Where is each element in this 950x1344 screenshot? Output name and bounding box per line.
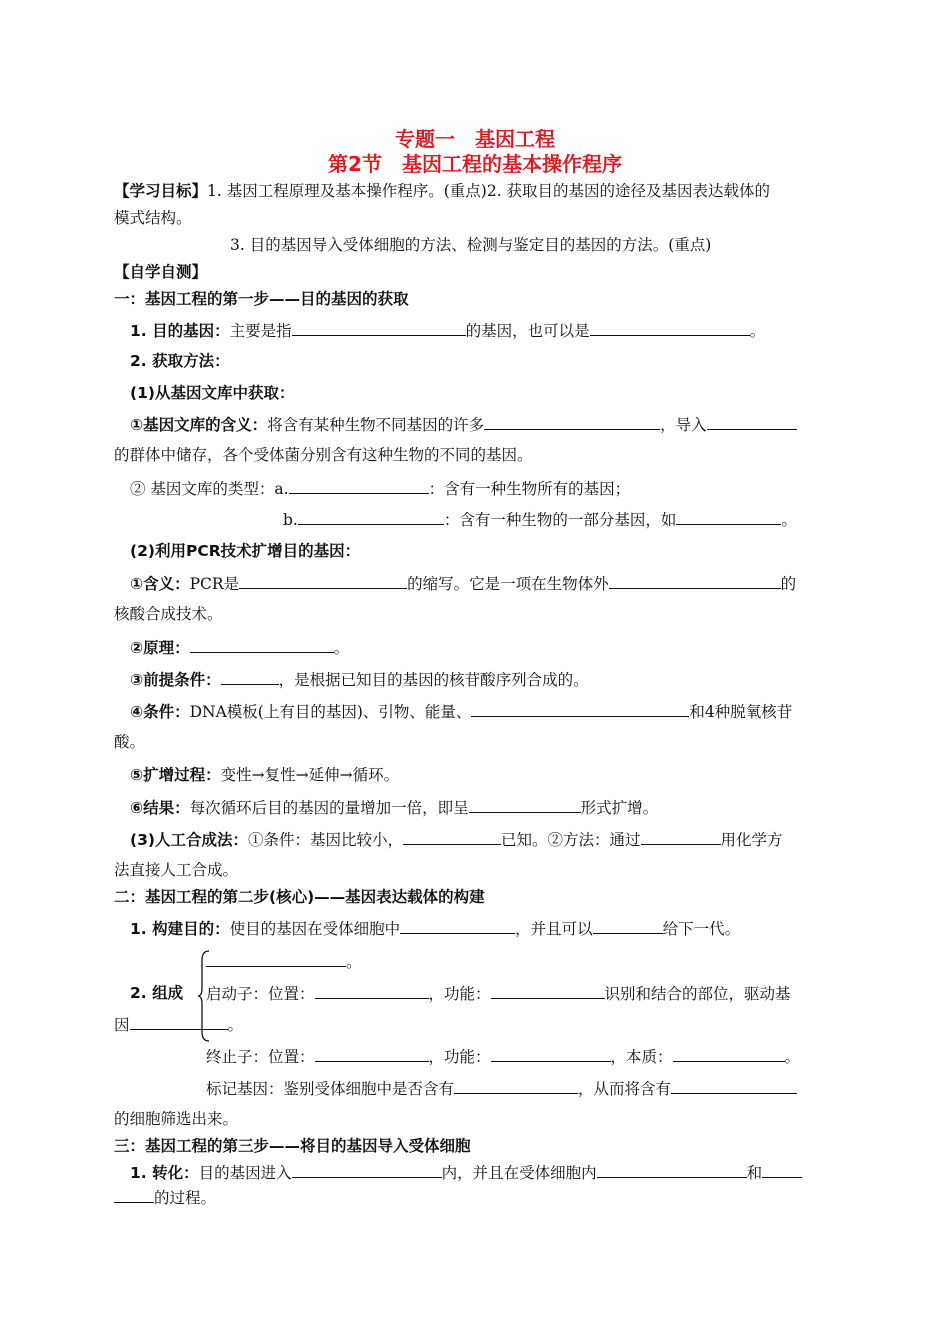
blank-field[interactable]	[707, 413, 797, 430]
s1-pcr-def-cont: 核酸合成技术。	[114, 605, 223, 623]
s1-pcr-principle-line	[130, 636, 349, 659]
objectives-text-1: 1. 基因工程原理及基本操作程序。(重点)2. 获取目的基因的途径及基因表达载体的	[207, 182, 771, 200]
s1-library-type-a-text: ② 基因文库的类型：a.	[130, 480, 289, 498]
s1-library-type-e-text: 。	[781, 511, 797, 529]
blank-field[interactable]	[239, 572, 407, 589]
blank-field[interactable]	[590, 319, 750, 336]
s1-pcr-def-text-c: 的	[780, 575, 797, 593]
s2-purpose-text-a: 使目的基因在受体细胞中	[229, 920, 401, 938]
blank-field[interactable]	[130, 1013, 228, 1030]
s2-terminator-text-d: 。	[784, 1048, 801, 1066]
s3-transformation-line	[130, 1161, 802, 1184]
blank-field[interactable]	[221, 668, 279, 685]
s2-terminator-text-b: ，功能：	[428, 1048, 491, 1066]
s2-marker-line	[206, 1077, 797, 1100]
blank-field[interactable]	[292, 319, 466, 336]
objectives-label: 【学习目标】	[114, 182, 208, 200]
s1-library-def-label: ①基因文库的含义：	[130, 416, 268, 434]
s1-pcr-prereq-text: ，是根据已知目的基因的核苷酸序列合成的。	[278, 671, 589, 689]
s1-q1-text-b: 的基因，也可以是	[465, 322, 590, 340]
blank-field[interactable]	[114, 1186, 154, 1203]
s1-q1-text-c: 。	[749, 322, 766, 340]
s1-method-1-label: (1)从基因文库中获取：	[130, 384, 295, 402]
s2-promoter-text-e: 。	[227, 1016, 244, 1034]
s3-transformation-text-b: 内，并且在受体细胞内	[441, 1164, 597, 1182]
s2-marker-text-a: 标记基因：鉴别受体细胞中是否含有	[206, 1080, 455, 1098]
s2-promoter-text-d: 因	[114, 1016, 130, 1034]
s3-transformation-label: 1. 转化：	[130, 1164, 199, 1182]
blank-field[interactable]	[190, 636, 334, 653]
s1-method-3-cont: 法直接人工合成。	[114, 861, 239, 879]
s1-library-type-b-text: ：含有一种生物所有的基因；	[428, 480, 631, 498]
selftest-label: 【自学自测】	[114, 263, 208, 281]
blank-field[interactable]	[298, 508, 444, 525]
s1-pcr-principle-label: ②原理：	[130, 639, 190, 657]
s1-pcr-def-label: ①含义：	[130, 575, 190, 593]
s2-purpose-label: 1. 构建目的：	[130, 920, 230, 938]
s2-promoter-text-a: 启动子：位置：	[206, 985, 315, 1003]
s1-pcr-result-label: ⑥结果：	[130, 799, 190, 817]
blank-field[interactable]	[609, 572, 781, 589]
s1-pcr-conditions-line	[130, 700, 792, 723]
blank-field[interactable]	[471, 700, 689, 717]
s1-pcr-process-label: ⑤扩增过程：	[130, 766, 221, 784]
s1-library-def-text-a: 将含有某种生物不同基因的许多	[267, 416, 485, 434]
topic-title: 专题一 基因工程	[395, 127, 555, 151]
s1-target-gene-line	[130, 319, 765, 342]
s1-q1-text-a: 主要是指	[229, 322, 292, 340]
s3-transformation-cont	[114, 1186, 216, 1209]
s1-pcr-prereq-label: ③前提条件：	[130, 671, 221, 689]
s1-method-2-label: (2)利用PCR技术扩增目的基因：	[130, 542, 361, 560]
s2-promoter-text-b: ，功能：	[428, 985, 491, 1003]
objectives-line-3: 3. 目的基因导入受体细胞的方法、检测与鉴定目的基因的方法。(重点)	[230, 236, 712, 254]
s2-promoter-cont	[114, 1013, 243, 1036]
s1-pcr-def-text-b: 的缩写。它是一项在生物体外	[407, 575, 609, 593]
s1-pcr-result-line	[130, 796, 658, 819]
s1-method-3-text-c: 用化学方	[720, 831, 783, 849]
blank-field[interactable]	[491, 1045, 611, 1062]
blank-field[interactable]	[484, 413, 660, 430]
blank-field[interactable]	[400, 917, 515, 934]
s1-pcr-def-line	[130, 572, 796, 595]
s2-purpose-text-c: 给下一代。	[662, 920, 741, 938]
s1-pcr-process-line	[130, 764, 399, 786]
objectives-line-1	[114, 180, 770, 202]
blank-field[interactable]	[673, 1045, 785, 1062]
s2-purpose-text-b: ，并且可以	[515, 920, 593, 938]
blank-field[interactable]	[597, 1161, 747, 1178]
s1-pcr-conditions-text-a: DNA模板(上有目的基因)、引物、能量、	[189, 703, 472, 721]
blank-field[interactable]	[315, 982, 429, 999]
s1-library-type-b-line	[283, 508, 797, 531]
s2-promoter-line	[206, 982, 791, 1005]
s1-pcr-prereq-line	[130, 668, 589, 691]
s3-transformation-text-c: 和	[746, 1164, 763, 1182]
s2-component-1-line	[206, 950, 362, 973]
blank-field[interactable]	[289, 477, 429, 494]
s1-method-3-line	[130, 828, 783, 851]
s1-library-def-cont: 的群体中储存，各个受体菌分别含有这种生物的不同的基因。	[114, 446, 533, 464]
s2-composition-label: 2. 组成	[130, 984, 184, 1002]
s3-transformation-text-d: 的过程。	[154, 1189, 217, 1207]
s1-pcr-conditions-label: ④条件：	[130, 703, 190, 721]
blank-field[interactable]	[403, 828, 501, 845]
s2-component-1-end: 。	[346, 953, 362, 971]
s1-library-type-c-text: b.	[283, 511, 298, 529]
s1-method-3-text-b: 已知。②方法：通过	[500, 831, 641, 849]
s1-library-type-d-text: ：含有一种生物的一部分基因，如	[443, 511, 677, 529]
s2-terminator-text-a: 终止子：位置：	[206, 1048, 315, 1066]
s1-library-def-line	[130, 413, 797, 436]
blank-field[interactable]	[315, 1045, 429, 1062]
s2-purpose-line	[130, 917, 740, 940]
s2-terminator-text-c: ，本质：	[610, 1048, 673, 1066]
s2-marker-text-b: ，从而将含有	[578, 1080, 672, 1098]
s1-pcr-conditions-text-b: 和4种脱氧核苷	[689, 703, 793, 721]
s1-pcr-result-text-a: 每次循环后目的基因的量增加一倍，即呈	[189, 799, 469, 817]
blank-field[interactable]	[676, 508, 781, 525]
s1-pcr-process-text: 变性→复性→延伸→循环。	[220, 766, 400, 784]
s1-method-3-text-a: ①条件：基因比较小，	[247, 831, 403, 849]
blank-field[interactable]	[641, 828, 721, 845]
blank-field[interactable]	[292, 1161, 442, 1178]
s1-pcr-def-text-a: PCR是	[189, 575, 240, 593]
blank-field[interactable]	[454, 1077, 578, 1094]
blank-field[interactable]	[593, 917, 663, 934]
s1-library-def-text-b: ，导入	[660, 416, 707, 434]
s2-promoter-text-c: 识别和结合的部位，驱动基	[604, 985, 791, 1003]
s1-methods-label: 2. 获取方法：	[130, 352, 230, 370]
s2-terminator-line	[206, 1045, 800, 1068]
objectives-line-2: 模式结构。	[114, 209, 192, 227]
s1-method-3-label: (3)人工合成法：	[130, 831, 248, 849]
s1-library-type-a-line	[130, 477, 630, 500]
blank-field[interactable]	[762, 1161, 802, 1178]
blank-field[interactable]	[671, 1077, 797, 1094]
section-title: 第2节 基因工程的基本操作程序	[328, 152, 622, 176]
blank-field[interactable]	[491, 982, 605, 999]
s3-transformation-text-a: 目的基因进入	[198, 1164, 292, 1182]
s2-marker-cont: 的细胞筛选出来。	[114, 1110, 239, 1128]
s1-pcr-conditions-cont: 酸。	[114, 733, 146, 751]
s1-pcr-result-text-b: 形式扩增。	[580, 799, 659, 817]
section-2-heading: 二：基因工程的第二步(核心)——基因表达载体的构建	[114, 888, 485, 906]
s1-pcr-principle-end: 。	[333, 639, 350, 657]
section-1-heading: 一：基因工程的第一步——目的基因的获取	[114, 290, 409, 308]
section-3-heading: 三：基因工程的第三步——将目的基因导入受体细胞	[114, 1137, 471, 1155]
blank-field[interactable]	[206, 950, 346, 967]
s1-q1-label: 1. 目的基因：	[130, 322, 230, 340]
blank-field[interactable]	[469, 796, 581, 813]
